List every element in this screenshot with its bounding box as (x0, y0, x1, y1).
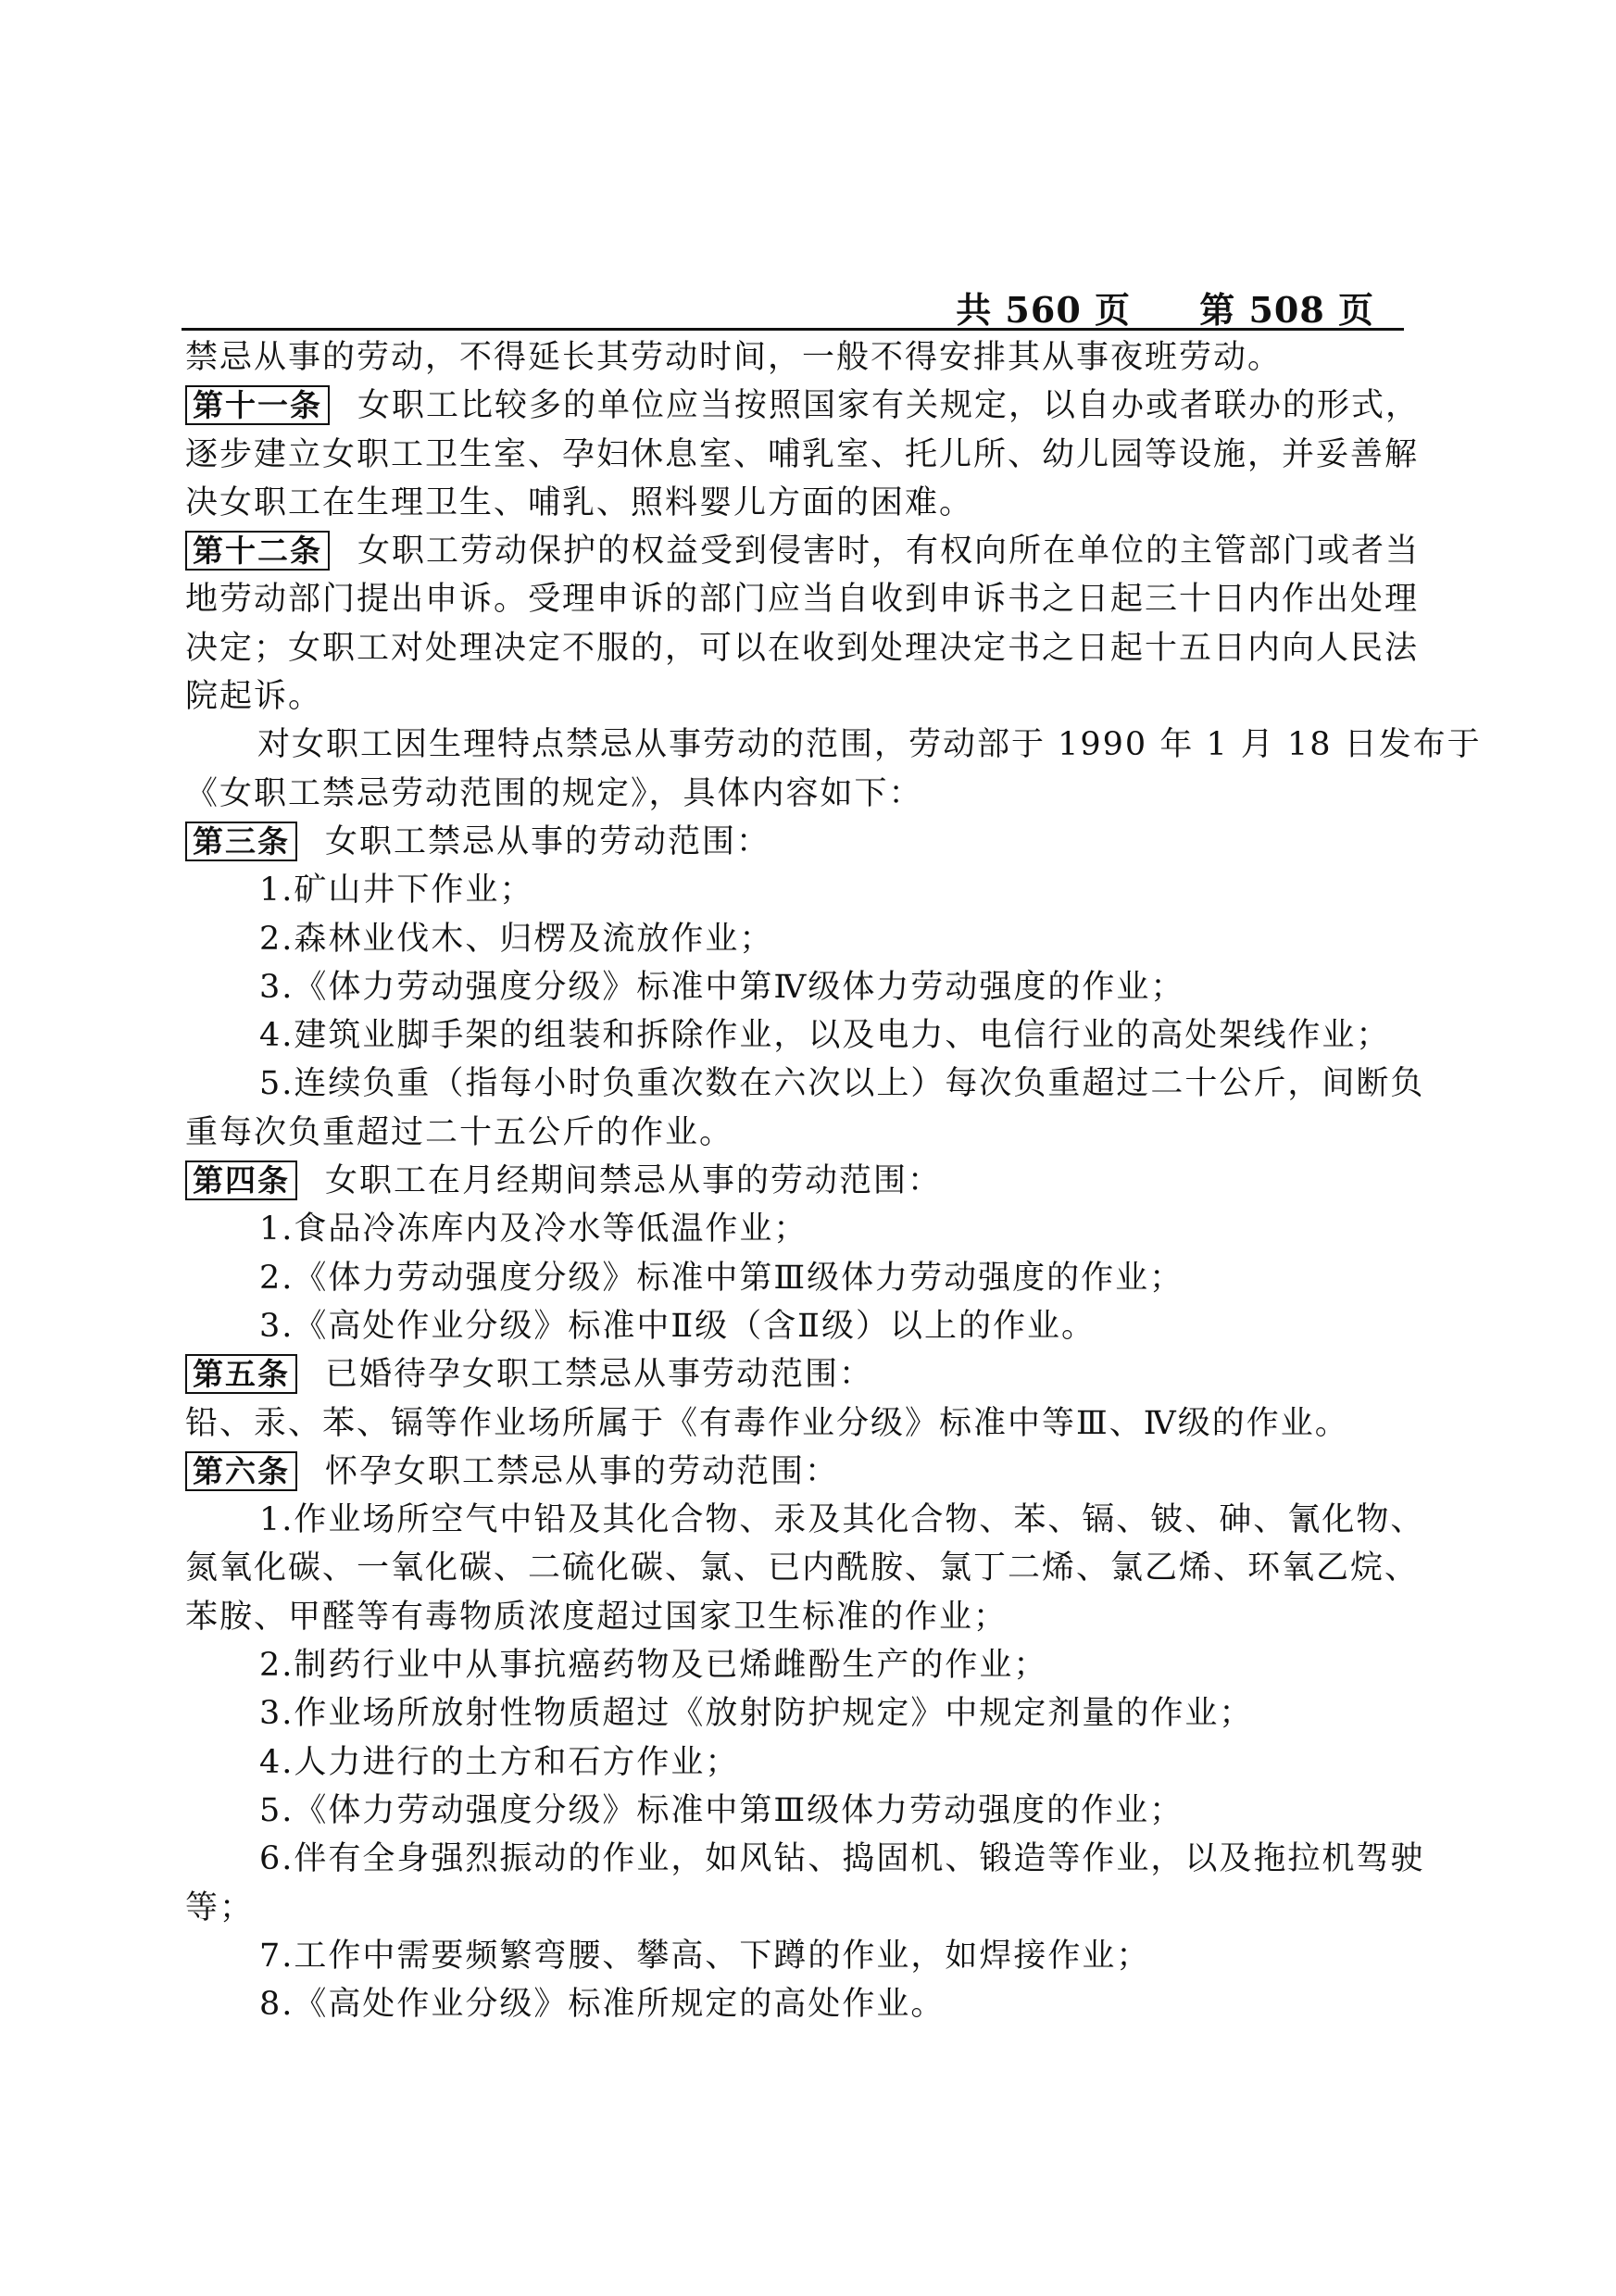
line-text: 逐步建立女职工卫生室、孕妇休息室、哺乳室、托儿所、幼儿园等设施，并妥善解 (185, 435, 1420, 473)
line-text: 重每次负重超过二十五公斤的作业。 (185, 1113, 734, 1151)
text-line (185, 866, 1445, 914)
line-text: 铅、汞、苯、镉等作业场所属于《有毒作业分级》标准中等Ⅲ、Ⅳ级的作业。 (185, 1404, 1349, 1442)
article-line (185, 382, 1445, 430)
article-line (185, 818, 1445, 866)
line-text: 2.《体力劳动强度分级》标准中第Ⅲ级体力劳动强度的作业； (259, 1259, 1184, 1297)
article-number-box: 第五条 (185, 1354, 297, 1394)
line-text: 5.连续负重（指每小时负重次数在六次以上）每次负重超过二十公斤，间断负 (259, 1065, 1425, 1103)
text-line (185, 1109, 1445, 1157)
text-line (185, 1738, 1445, 1787)
text-line (185, 1980, 1445, 2028)
line-text: 1.作业场所空气中铅及其化合物、汞及其化合物、苯、镉、铍、砷、氰化物、 (259, 1501, 1425, 1539)
text-line (185, 672, 1445, 721)
line-text: 1.食品冷冻库内及冷水等低温作业； (259, 1211, 808, 1248)
text-line (185, 915, 1445, 963)
page-number-info (950, 282, 1374, 332)
article-number-box: 第十一条 (185, 385, 330, 425)
text-line (185, 1932, 1445, 1980)
line-text: 禁忌从事的劳动，不得延长其劳动时间，一般不得安排其从事夜班劳动。 (185, 339, 1283, 376)
total-pages: 共 560 页 (956, 289, 1131, 331)
line-text: 7.工作中需要频繁弯腰、攀高、下蹲的作业，如焊接作业； (259, 1937, 1151, 1975)
line-text: 决定；女职工对处理决定不服的，可以在收到处理决定书之日起十五日内向人民法 (185, 629, 1420, 667)
line-text: 3.作业场所放射性物质超过《放射防护规定》中规定剂量的作业； (259, 1695, 1254, 1733)
text-line (185, 1593, 1445, 1641)
line-text: 对女职工因生理特点禁忌从事劳动的范围，劳动部于 1990 年 1 月 18 日发布于 (257, 726, 1482, 764)
text-line (185, 1060, 1445, 1108)
text-line (185, 624, 1445, 672)
line-text: 女职工比较多的单位应当按照国家有关规定，以自办或者联办的形式， (357, 387, 1421, 425)
document-body (185, 333, 1482, 2028)
line-text: 地劳动部门提出申诉。受理申诉的部门应当自收到申诉书之日起三十日内作出处理 (185, 581, 1420, 619)
article-line (185, 1350, 1445, 1399)
text-line (185, 1011, 1445, 1060)
line-text: 3.《体力劳动强度分级》标准中第Ⅳ级体力劳动强度的作业； (259, 968, 1185, 1006)
text-line (185, 963, 1445, 1011)
article-number-box: 第六条 (185, 1451, 297, 1491)
line-text: 怀孕女职工禁忌从事的劳动范围： (325, 1452, 840, 1490)
line-text: 《女职工禁忌劳动范围的规定》，具体内容如下： (185, 774, 923, 812)
line-text: 2.森林业伐木、归楞及流放作业； (259, 920, 774, 958)
article-line (185, 527, 1445, 575)
line-text: 4.建筑业脚手架的组装和拆除作业，以及电力、电信行业的高处架线作业； (259, 1017, 1391, 1055)
text-line (185, 1835, 1445, 1883)
text-line (185, 575, 1445, 623)
line-text: 等； (185, 1888, 255, 1926)
line-text: 6.伴有全身强烈振动的作业，如风钻、捣固机、锻造等作业，以及拖拉机驾驶 (259, 1840, 1425, 1878)
text-line (185, 1544, 1445, 1592)
line-text: 4.人力进行的土方和石方作业； (259, 1743, 740, 1781)
line-text: 氮氧化碳、一氧化碳、二硫化碳、氯、已内酰胺、氯丁二烯、氯乙烯、环氧乙烷、 (185, 1549, 1420, 1587)
line-text: 决女职工在生理卫生、哺乳、照料婴儿方面的困难。 (185, 483, 974, 521)
text-line (185, 333, 1445, 382)
article-number-box: 第十二条 (185, 531, 330, 571)
article-number-box: 第三条 (185, 822, 297, 861)
line-text: 女职工在月经期间禁忌从事的劳动范围： (325, 1162, 943, 1200)
text-line (185, 770, 1445, 818)
article-line (185, 1157, 1445, 1205)
current-page: 第 508 页 (1199, 289, 1374, 331)
line-text: 已婚待孕女职工禁忌从事劳动范围： (325, 1356, 874, 1394)
line-text: 3.《高处作业分级》标准中Ⅱ级（含Ⅱ级）以上的作业。 (259, 1307, 1096, 1345)
article-number-box: 第四条 (185, 1161, 297, 1200)
text-line (185, 1787, 1445, 1835)
text-line (185, 1496, 1445, 1544)
text-line (185, 1254, 1445, 1302)
text-line (185, 1302, 1445, 1350)
text-line (185, 1689, 1445, 1738)
line-text: 5.《体力劳动强度分级》标准中第Ⅲ级体力劳动强度的作业； (259, 1791, 1184, 1829)
text-line (185, 1884, 1445, 1932)
text-line (185, 479, 1445, 527)
line-text: 8.《高处作业分级》标准所规定的高处作业。 (259, 1986, 946, 2024)
text-line (185, 1641, 1445, 1689)
line-text: 苯胺、甲醛等有毒物质浓度超过国家卫生标准的作业； (185, 1598, 1008, 1636)
text-line (185, 431, 1445, 479)
line-text: 女职工禁忌从事的劳动范围： (325, 822, 771, 860)
page-header (182, 278, 1404, 331)
line-text: 1.矿山井下作业； (259, 872, 534, 910)
article-line (185, 1448, 1445, 1496)
line-text: 院起诉。 (185, 678, 323, 716)
line-text: 女职工劳动保护的权益受到侵害时，有权向所在单位的主管部门或者当 (357, 533, 1421, 571)
text-line (185, 1399, 1445, 1448)
text-line (185, 1205, 1445, 1253)
text-line (185, 721, 1482, 769)
line-text: 2.制药行业中从事抗癌药物及已烯雌酚生产的作业； (259, 1647, 1048, 1685)
